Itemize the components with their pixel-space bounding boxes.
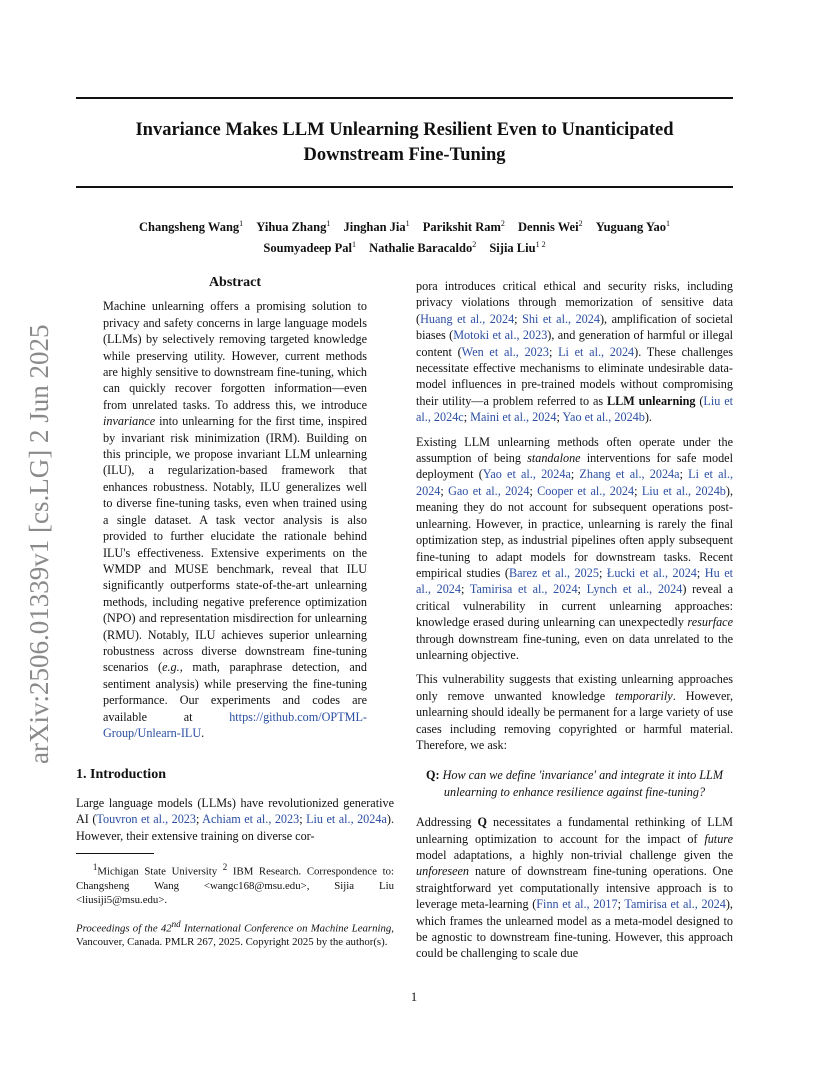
page-number: 1 [410,990,418,1004]
citation-link[interactable]: Tamirisa et al., 2024 [624,897,726,912]
proceedings-note: Proceedings of the 42nd International Conference on Machine Learning, Vancouver, Canada. PMLR 267, 2025. Copyright 2025 by the author(s). [76,918,394,949]
intro-paragraph: Large language models (LLMs) have revolutionized generative AI (Touvron et al., 2023; Achiam et al., 2023; Liu et al., 2024a). However, their extensive training on diverse cor- [76,795,394,843]
author-list [76,215,733,257]
author: Sijia Liu$^{1 2}$ [489,240,546,256]
citation-link[interactable]: Łucki et al., 2024 [606,565,697,580]
citation-link[interactable]: Li et al., 2024 [558,344,635,359]
citation-link[interactable]: Barez et al., 2025 [508,565,599,580]
abstract-body: Machine unlearning offers a promising solution to privacy and safety concerns in large language models (LLMs) by selectively removing targeted knowledge while preserving utility. However, current methods are highly sensitive to downstream fine-tuning, which can quickly recover forgotten information—even from unrelated tasks. To address this, we introduce invariance into unlearning for the first time, inspired by invariant risk minimization (IRM). Building on this principle, we propose invariant LLM unlearning (ILU), a regularization-based framework that enhances robustness. Notably, ILU generalizes well to diverse fine-tuning tasks, even when trained using a single dataset. A task vector analysis is also provided to further elucidate the rationale behind ILU's effectiveness. Extensive experiments on the WMDP and MUSE benchmark, reveal that ILU significantly outperforms state-of-the-art unlearning methods, including negative preference optimization (NPO) and representation misdirection for unlearning (RMU). Notably, ILU achieves superior unlearning robustness across diverse downstream fine-tuning scenarios (e.g., math, paraphrase detection, and sentiment analysis) while preserving the fine-tuning performance. Our experiments and codes are available at https://github.com/OPTML-Group/Unlearn-ILU. [103,299,367,740]
research-question: Q: How can we define 'invariance' and integrate it into LLM unlearning to enhance resilience against fine-tuning? [425,768,723,799]
right-column [416,278,733,970]
citation-link[interactable]: Motoki et al., 2023 [453,328,548,343]
citation-link[interactable]: Gao et al., 2024 [448,483,530,498]
citation-link[interactable]: Wen et al., 2023 [461,344,549,359]
citation-link[interactable]: Yao et al., 2024b [562,410,645,425]
left-column [76,275,394,949]
citation-link[interactable]: Maini et al., 2024 [470,410,557,425]
citation-link[interactable]: Huang et al., 2024 [420,311,515,326]
citation-link[interactable]: Lynch et al., 2024 [586,582,683,597]
citation-link[interactable]: Cooper et al., 2024 [537,483,635,498]
arxiv-identifier: arXiv:2506.01339v1 [cs.LG] 2 Jun 2025 [24,324,54,764]
code-link[interactable]: https://github.com/OPTML-Group/Unlearn-ILU [103,709,367,740]
citation-link[interactable]: Yao et al., 2024a [482,467,571,482]
citation-link[interactable]: Li et al., 2024 [416,467,733,498]
author: Nathalie Baracaldo$^2$ [369,240,477,256]
body-paragraph: pora introduces critical ethical and security risks, including privacy violations through memorization of sensitive data (Huang et al., 2024; Shi et al., 2024), amplification of societal biases (Motoki et al., 2023), and generation of harmful or illegal content (Wen et al., 2023; Li et al., 2024). These challenges necessitate effective mechanisms to eliminate undesirable data-model influences in pre-trained models without compromising their utility—a problem referred to as LLM unlearning (Liu et al., 2024c; Maini et al., 2024; Yao et al., 2024b). [416,279,734,425]
citation-link[interactable]: Tamirisa et al., 2024 [469,582,578,597]
abstract-heading: Abstract [208,275,262,290]
body-paragraph: Addressing Q necessitates a fundamental rethinking of LLM unlearning optimization to account for the impact of future model adaptations, a highly non-trivial challenge given the unforeseen nature of downstream fine-tuning operations. One straightforward yet computationally intensive approach is to leverage meta-learning (Finn et al., 2017; Tamirisa et al., 2024), which frames the unlearned model as a meta-model designed to be agnostic to downstream fine-tuning. However, this approach could be challenging to scale due [416,815,733,961]
citation-link[interactable]: Zhang et al., 2024a [579,467,680,482]
citation-link[interactable]: Liu et al., 2024b [641,483,726,498]
title-rule-bottom [76,186,733,188]
author: Yihua Zhang$^1$ [256,219,331,235]
author: Yuguang Yao$^1$ [595,219,670,235]
author: Dennis Wei$^2$ [518,219,583,235]
section-heading-introduction: 1. Introduction [76,767,166,783]
author: Jinghan Jia$^1$ [343,219,410,235]
footnote-rule [76,853,154,854]
citation-link[interactable]: Achiam et al., 2023 [202,812,300,827]
paper-title [76,118,733,168]
citation-link[interactable]: Shi et al., 2024 [522,311,600,326]
citation-link[interactable]: Touvron et al., 2023 [96,812,196,827]
title-rule-top [76,97,733,99]
title-line-2: Downstream Fine-Tuning [303,145,506,165]
title-line-1: Invariance Makes LLM Unlearning Resilient Even to Unanticipated [135,120,674,140]
author: Changsheng Wang$^1$ [138,219,244,235]
citation-link[interactable]: Liu et al., 2024c [416,393,733,425]
body-paragraph: Existing LLM unlearning methods often operate under the assumption of being standalone interventions for safe model deployment (Yao et al., 2024a; Zhang et al., 2024a; Li et al., 2024; Gao et al., 2024; Cooper et al., 2024; Liu et al., 2024b), meaning they do not account for subsequent operations post-unlearning. However, in practice, unlearning is rarely the final optimization step, as industrial pipelines often apply subsequent fine-tuning to adapt models for downstream tasks. Recent empirical studies (Barez et al., 2025; Łucki et al., 2024; Hu et al., 2024; Tamirisa et al., 2024; Lynch et al., 2024) reveal a critical vulnerability in current unlearning approaches: knowledge erased during unlearning can unexpectedly resurface through downstream fine-tuning, even on data unrelated to the unlearning objective. [416,434,733,662]
author: Soumyadeep Pal$^1$ [263,240,356,256]
citation-link[interactable]: Liu et al., 2024a [306,812,387,827]
citation-link[interactable]: Finn et al., 2017 [536,897,618,912]
affiliation-footnote: $^1$Michigan State University $^2$ IBM Research. Correspondence to: Changsheng Wang <wangc168@msu.edu>, Sijia Liu <liusiji5@msu.edu>. [76,862,394,906]
author: Parikshit Ram$^2$ [422,219,505,235]
citation-link[interactable]: Hu et al., 2024 [416,565,733,597]
body-paragraph: This vulnerability suggests that existing unlearning approaches only remove unwanted knowledge temporarily. However, unlearning should ideally be permanent for a large variety of use cases including removing copyrighted or harmful material. Therefore, we ask: [416,672,733,752]
